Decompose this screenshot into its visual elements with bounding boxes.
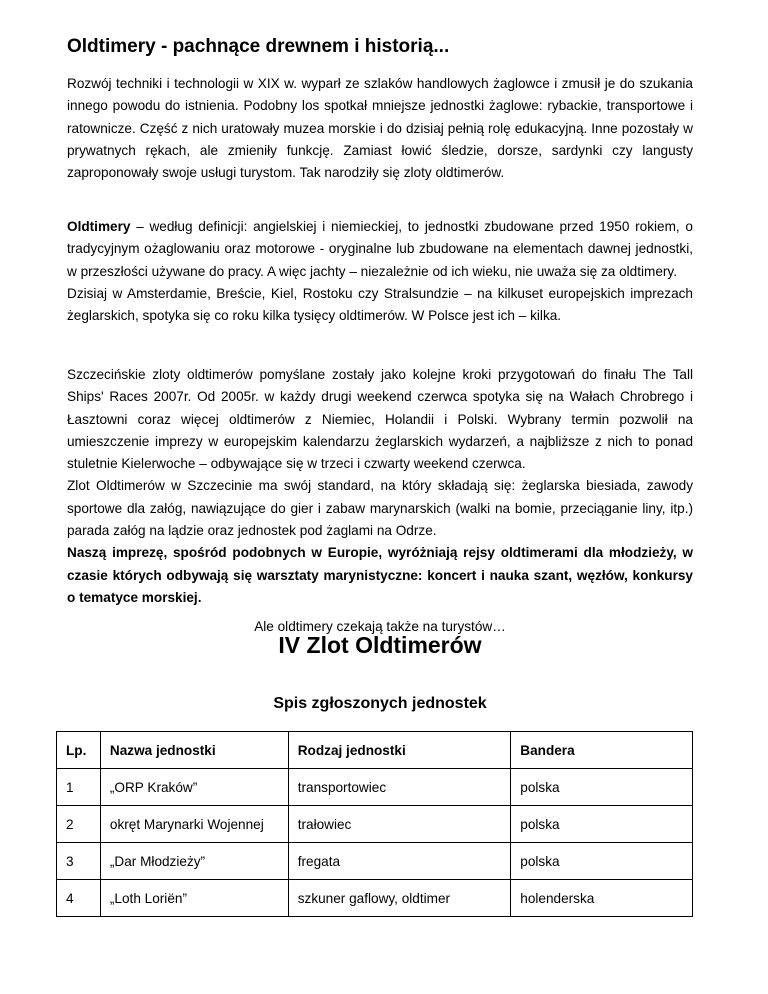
cell-name: „Loth Loriën”: [100, 880, 288, 917]
units-table: [56, 731, 693, 917]
table-row: [57, 806, 693, 843]
intro-paragraph: [67, 73, 693, 184]
cell-name: „Dar Młodzieży”: [100, 843, 288, 880]
intro-text: Rozwój techniki i technologii w XIX w. wyparł ze szlaków handlowych żaglowce i zmusił je do szukania innego powodu do istnienia. Podobny los spotkał mniejsze jednostki żaglowe: rybackie, transportowe i ratownicze. Część z nich uratowały muzea morskie i do dzisiaj pełnią rolę edukacyjną. Inne pozostały w prywatnych rękach, ale zmieniły funkcję. Zamiast łowić śledzie, dorsze, sardynki czy langusty zaproponowały swoje usługi turystom. Tak narodziły się zloty oldtimerów.: [67, 76, 693, 181]
cell-lp: 4: [57, 880, 101, 917]
table-header-row: [57, 732, 693, 769]
cell-flag: polska: [511, 769, 693, 806]
cell-name: „ORP Kraków”: [100, 769, 288, 806]
szczecin-standard-text: Zlot Oldtimerów w Szczecinie ma swój standard, na który składają się: żeglarska biesiada, zawody sportowe dla załóg, nawiązujące do gier i zabaw marynarskich (walki na bomie, przeciąganie liny, itp.) parada załóg na lądzie oraz jednostek pod żaglami na Odrze.: [67, 478, 693, 539]
oldtimers-europe-text: Dzisiaj w Amsterdamie, Breście, Kiel, Rostoku czy Stralsundzie – na kilkuset europejskich imprezach żeglarskich, spotyka się co roku kilka tysięcy oldtimerów. W Polsce jest ich – kilka.: [67, 285, 693, 324]
header-lp: Lp.: [57, 732, 101, 769]
szczecin-paragraph: [67, 364, 693, 609]
szczecin-history-text: Szczecińskie zloty oldtimerów pomyślane zostały jako kolejne kroki przygotowań do finału The Tall Ships' Races 2007r. Od 2005r. w każdy drugi weekend czerwca spotyka się na Wałach Chrobrego i Łasztowni coraz więcej oldtimerów z Niemiec, Holandii i Polski. Wybrany termin pozwolił na umieszczenie imprezy w europejskim kalendarzu żeglarskich wydarzeń, a najbliższe z nich to ponad stuletnie Kielerwoche – odbywające się w trzeci i czwarty weekend czerwca.: [67, 367, 693, 472]
cell-flag: polska: [511, 806, 693, 843]
header-type: Rodzaj jednostki: [288, 732, 511, 769]
table-row: [57, 769, 693, 806]
cell-flag: polska: [511, 843, 693, 880]
definition-text: [67, 216, 693, 283]
table-row: [57, 880, 693, 917]
header-flag: Bandera: [511, 732, 693, 769]
table-row: [57, 843, 693, 880]
cell-type: transportowiec: [288, 769, 511, 806]
header-name: Nazwa jednostki: [100, 732, 288, 769]
cell-name: okręt Marynarki Wojennej: [100, 806, 288, 843]
cell-flag: holenderska: [511, 880, 693, 917]
cell-lp: 3: [57, 843, 101, 880]
tagline: Ale oldtimery czekają także na turystów…: [254, 619, 506, 634]
cell-type: trałowiec: [288, 806, 511, 843]
cell-lp: 1: [57, 769, 101, 806]
definition-paragraph: [67, 216, 693, 327]
list-heading: Spis zgłoszonych jednostek: [273, 695, 487, 712]
youth-cruises-text: Naszą imprezę, spośród podobnych w Europie, wyróżniają rejsy oldtimerami dla młodzieży, w czasie których odbywają się warsztaty marynistyczne: koncert i nauka szant, węzłów, konkursy o tematyce morskiej.: [67, 545, 693, 605]
event-heading: IV Zlot Oldtimerów: [278, 632, 482, 658]
definition-body: – według definicji: angielskiej i niemieckiej, to jednostki zbudowane przed 1950 rokiem, o tradycyjnym ożaglowaniu oraz motorowe - oryginalne lub zbudowane na elementach dawnej jednostki, w przeszłości używane do pracy. A więc jachty – niezależnie od ich wieku, nie uważa się za oldtimery.: [67, 219, 693, 279]
cell-type: fregata: [288, 843, 511, 880]
definition-term: Oldtimery: [67, 219, 131, 234]
page-title: Oldtimery - pachnące drewnem i historią...: [67, 36, 450, 57]
cell-type: szkuner gaflowy, oldtimer: [288, 880, 511, 917]
cell-lp: 2: [57, 806, 101, 843]
